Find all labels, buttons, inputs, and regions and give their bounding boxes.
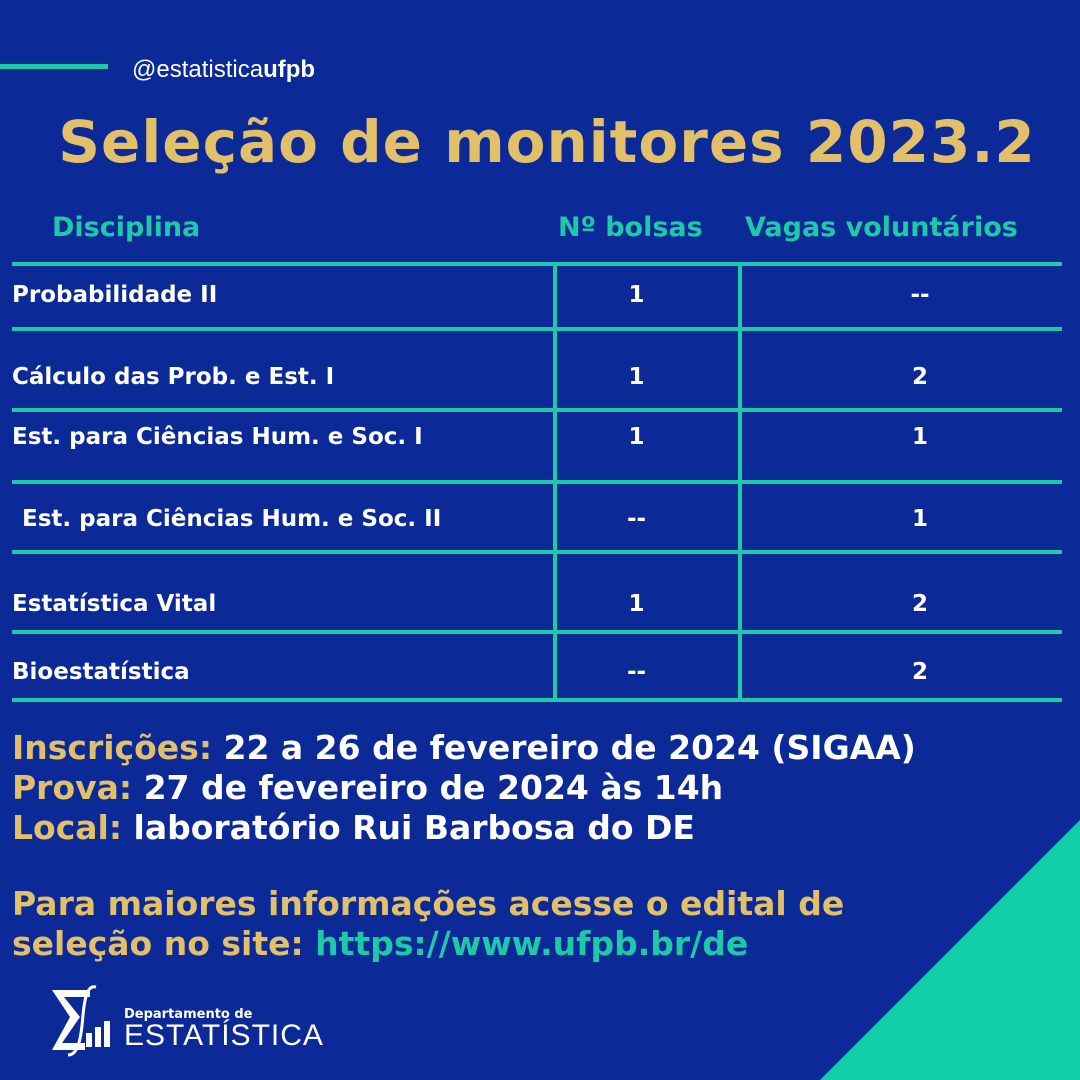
cell-bolsas: -- [626, 659, 647, 685]
cell-vagas: 2 [911, 659, 928, 685]
header-bolsas: Nº bolsas [558, 212, 703, 243]
header-vagas: Vagas voluntários [745, 212, 1018, 243]
label: Prova: [12, 768, 133, 807]
cell-bolsas: 1 [628, 364, 645, 390]
cell-bolsas: 1 [628, 282, 645, 308]
label: seleção no site: [12, 924, 316, 963]
more-info-line2 [12, 924, 748, 963]
handle-prefix: @estatistica [132, 56, 264, 83]
column-divider [738, 262, 742, 700]
more-info-line1: Para maiores informações acesse o edital de [12, 884, 845, 923]
cell-bolsas: -- [626, 506, 647, 532]
sigma-integral-icon [50, 985, 120, 1060]
cell-disciplina: Cálculo das Prob. e Est. I [12, 364, 335, 390]
table-divider [12, 550, 1062, 554]
cell-disciplina: Est. para Ciências Hum. e Soc. I [12, 424, 423, 450]
info-inscricoes [12, 728, 916, 767]
social-handle [132, 56, 315, 84]
label: Local: [12, 808, 123, 847]
cell-disciplina: Bioestatística [12, 659, 190, 685]
logo-line2: ESTATÍSTICA [124, 1019, 324, 1052]
cell-disciplina: Est. para Ciências Hum. e Soc. II [22, 506, 442, 532]
cell-vagas: 1 [911, 506, 928, 532]
cell-bolsas: 1 [628, 424, 645, 450]
cell-vagas: 1 [911, 424, 928, 450]
logo-line1: Departamento de [124, 1007, 253, 1022]
table-divider [12, 630, 1062, 634]
handle-suffix: ufpb [263, 56, 316, 83]
decorative-line [0, 64, 108, 69]
info-local [12, 808, 695, 847]
info-prova [12, 768, 723, 807]
cell-disciplina: Probabilidade II [12, 282, 218, 308]
page-title: Seleção de monitores 2023.2 [58, 108, 1036, 176]
header-disciplina: Disciplina [52, 212, 201, 243]
site-link[interactable]: https://www.ufpb.br/de [315, 924, 749, 963]
table-divider [12, 408, 1062, 412]
cell-bolsas: 1 [628, 591, 645, 617]
value: laboratório Rui Barbosa do DE [122, 808, 695, 847]
cell-vagas: 2 [911, 364, 928, 390]
decorative-triangle [820, 820, 1080, 1080]
table-divider [12, 327, 1062, 331]
table-divider [12, 480, 1062, 484]
column-divider [553, 262, 557, 700]
cell-vagas: 2 [911, 591, 928, 617]
cell-disciplina: Estatística Vital [12, 591, 217, 617]
label: Inscrições: [12, 728, 213, 767]
value: 27 de fevereiro de 2024 às 14h [132, 768, 724, 807]
cell-vagas: -- [910, 282, 930, 308]
value: 22 a 26 de fevereiro de 2024 (SIGAA) [212, 728, 916, 767]
table-divider [12, 262, 1062, 266]
table-divider [12, 698, 1062, 702]
department-logo [50, 985, 324, 1064]
